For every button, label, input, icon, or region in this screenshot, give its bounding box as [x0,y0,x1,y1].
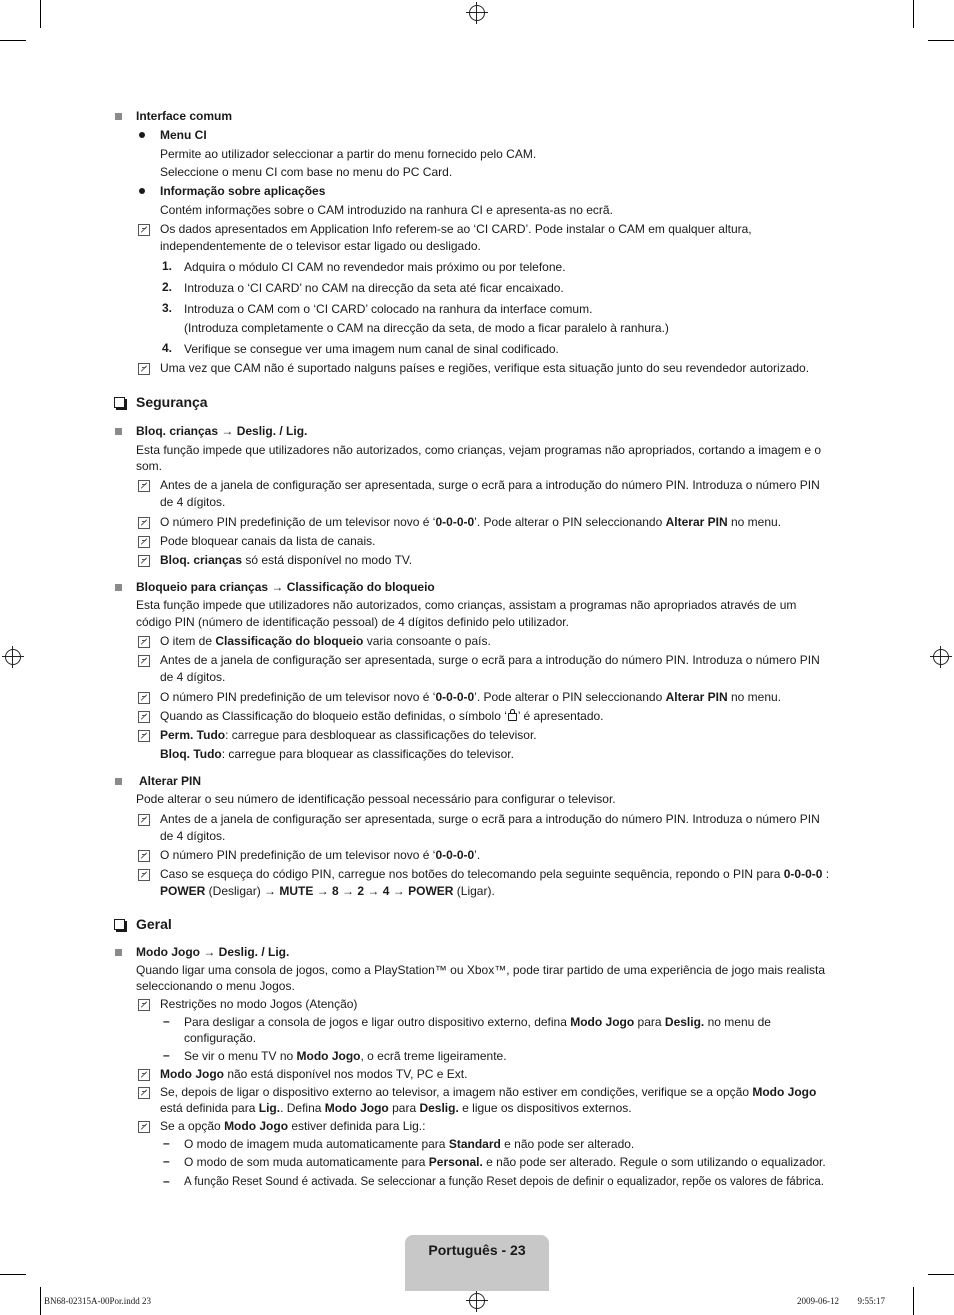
note-icon [138,730,150,742]
body-text: Pode alterar o seu número de identificação pessoal necessário para configurar o televisor. [136,792,616,806]
note-text: Quando as Classificação do bloqueio estão definidas, o símbolo ‘ ’ é apresentado. [160,709,604,723]
item-title: Alterar PIN [139,774,202,788]
bullet-icon [139,132,145,138]
section-heading: Segurança [136,394,208,410]
subitem-title: Menu CI [160,128,207,142]
step-number: 2. [162,280,173,294]
dash-text: Para desligar a consola de jogos e ligar outro dispositivo externo, defina Modo Jogo para Deslig. no menu de [184,1015,771,1029]
note-icon [138,850,150,862]
note-text: Se, depois de ligar o dispositivo externo ao televisor, a imagem não estiver em condições, verifique se a opção Modo Jogo [160,1085,817,1099]
dash-bullet: – [163,1154,170,1168]
crop-mark [0,1274,26,1275]
registration-mark-icon [469,1293,485,1309]
note-icon [138,555,150,567]
note-text: Modo Jogo não está disponível nos modos TV, PC e Ext. [160,1067,468,1081]
square-bullet-icon [115,584,122,591]
note-icon [138,869,150,881]
step-text: Adquira o módulo CI CAM no revendedor mais próximo ou por telefone. [184,260,566,274]
step-number: 4. [162,341,173,355]
note-text: independentemente de o televisor estar ligado ou desligado. [160,239,481,253]
note-text: de 4 dígitos. [160,670,226,684]
subitem-title: Informação sobre aplicações [160,184,326,198]
note-text: Caso se esqueça do código PIN, carregue nos botões do telecomando pela seguinte sequência, repondo o PIN para 0-0-0-0 : [160,867,830,881]
note-icon [138,1069,150,1081]
page-number: Português - 23 [428,1242,526,1258]
body-text: Contém informações sobre o CAM introduzido na ranhura CI e apresenta-as no ecrã. [160,203,613,217]
note-text: Antes de a janela de configuração ser apresentada, surge o ecrã para a introdução do número PIN. Introduza o número PIN [160,478,820,492]
item-title: Bloq. crianças → Deslig. / Lig. [136,424,308,438]
note-text: Bloq. Tudo: carregue para bloquear as classificações do televisor. [160,747,514,761]
square-bullet-icon [115,113,122,120]
item-title: Modo Jogo → Deslig. / Lig. [136,945,290,959]
note-text: O número PIN predefinição de um televisor novo é ‘0-0-0-0’. Pode alterar o PIN seleccionando Alterar PIN no menu. [160,690,782,704]
dash-bullet: – [163,1048,170,1062]
crop-mark [913,0,914,28]
note-icon [138,1087,150,1099]
note-icon [138,480,150,492]
note-text: O item de Classificação do bloqueio varia consoante o país. [160,634,491,648]
registration-mark-icon [469,5,485,21]
item-title: Bloqueio para crianças → Classificação do bloqueio [136,580,435,594]
step-text: Verifique se consegue ver uma imagem num canal de sinal codificado. [184,342,559,356]
note-icon [138,363,150,375]
step-number: 3. [162,301,173,315]
note-text: de 4 dígitos. [160,495,226,509]
step-number: 1. [162,259,173,273]
note-text: O número PIN predefinição de um televisor novo é ‘0-0-0-0’. Pode alterar o PIN seleccionando Alterar PIN no menu. [160,515,782,529]
body-text: Esta função impede que utilizadores não autorizados, como crianças, vejam programas não apropriados, cortando a imagem e o [136,443,822,457]
note-icon [138,692,150,704]
body-text: Seleccione o menu CI com base no menu do PC Card. [160,165,453,179]
dash-text: Se vir o menu TV no Modo Jogo, o ecrã treme ligeiramente. [184,1049,507,1063]
item-title: Interface comum [136,109,233,123]
crop-mark [928,1274,954,1275]
bullet-icon [139,188,145,194]
print-slug-right: 2009-06-12 ￿￿ 9:55:17 [797,1296,885,1306]
lock-icon [508,713,517,721]
square-bullet-icon [115,778,122,785]
note-icon [138,517,150,529]
note-icon [138,536,150,548]
body-text: Permite ao utilizador seleccionar a partir do menu fornecido pelo CAM. [160,147,537,161]
note-icon [138,711,150,723]
step-text: Introduza o ‘CI CARD’ no CAM na direcção da seta até ficar encaixado. [184,281,564,295]
note-icon [138,1121,150,1133]
body-text: código PIN (número de identificação pessoal) de 4 dígitos definido pelo utilizador. [136,615,569,629]
note-icon [138,999,150,1011]
note-text: Restrições no modo Jogos (Atenção) [160,997,358,1011]
print-slug-left: BN68-02315A-00Por.indd 23 [44,1296,152,1306]
dash-bullet: – [163,1014,170,1028]
note-text: Perm. Tudo: carregue para desbloquear as classificações do televisor. [160,728,537,742]
crop-mark [928,40,954,41]
body-text: som. [136,459,163,473]
note-icon [138,636,150,648]
crop-mark [0,40,26,41]
dash-text: configuração. [184,1031,257,1045]
note-text: Pode bloquear canais da lista de canais. [160,534,376,548]
registration-mark-icon [933,649,949,665]
note-icon [138,224,150,236]
square-bullet-icon [115,428,122,435]
dash-bullet: – [163,1174,170,1188]
note-text: Uma vez que CAM não é suportado nalguns países e regiões, verifique esta situação junto do seu revendedor autorizado. [160,361,810,375]
dash-bullet: – [163,1136,170,1150]
crop-mark [40,0,41,28]
note-text: Bloq. crianças só está disponível no modo TV. [160,553,413,567]
crop-mark [40,1287,41,1315]
step-text: (Introduza completamente o CAM na direcção da seta, de modo a ficar paralelo à ranhura.) [184,321,669,335]
note-icon [138,814,150,826]
square-bullet-icon [115,949,122,956]
dash-text: O modo de imagem muda automaticamente para Standard e não pode ser alterado. [184,1137,635,1151]
note-text: Antes de a janela de configuração ser apresentada, surge o ecrã para a introdução do número PIN. Introduza o número PIN [160,812,820,826]
note-text: Os dados apresentados em Application Info referem-se ao ‘CI CARD’. Pode instalar o CAM em qualquer altura, [160,222,752,236]
section-heading: Geral [136,916,172,932]
body-text: Quando ligar uma consola de jogos, como a PlayStation™ ou Xbox™, pode tirar partido de uma experiência de jogo mais realista [136,963,826,977]
note-icon [138,655,150,667]
note-text: Se a opção Modo Jogo estiver definida para Lig.: [160,1119,426,1133]
registration-mark-icon [5,649,21,665]
note-text: O número PIN predefinição de um televisor novo é ‘0-0-0-0’. [160,848,481,862]
dash-text: O modo de som muda automaticamente para Personal. e não pode ser alterado. Regule o som utilizando o equalizador. [184,1155,826,1169]
note-text: POWER (Desligar) → MUTE → 8 → 2 → 4 → POWER (Ligar). [160,884,495,898]
note-text: Antes de a janela de configuração ser apresentada, surge o ecrã para a introdução do número PIN. Introduza o número PIN [160,653,820,667]
note-text: de 4 dígitos. [160,829,226,843]
step-text: Introduza o CAM com o ‘CI CARD’ colocado na ranhura da interface comum. [184,302,593,316]
crop-mark [913,1287,914,1315]
section-checkbox-icon [114,919,125,930]
body-text: Esta função impede que utilizadores não autorizados, como crianças, assistam a programas não apropriados através de um [136,598,797,612]
body-text: seleccionando o menu Jogos. [136,979,295,993]
section-checkbox-icon [114,397,125,408]
note-text: está definida para Lig.. Defina Modo Jogo para Deslig. e ligue os dispositivos externos. [160,1101,632,1115]
dash-text: A função Reset Sound é activada. Se seleccionar a função Reset depois de definir o equalizador, repõe os valores de fábrica. [184,1176,824,1188]
